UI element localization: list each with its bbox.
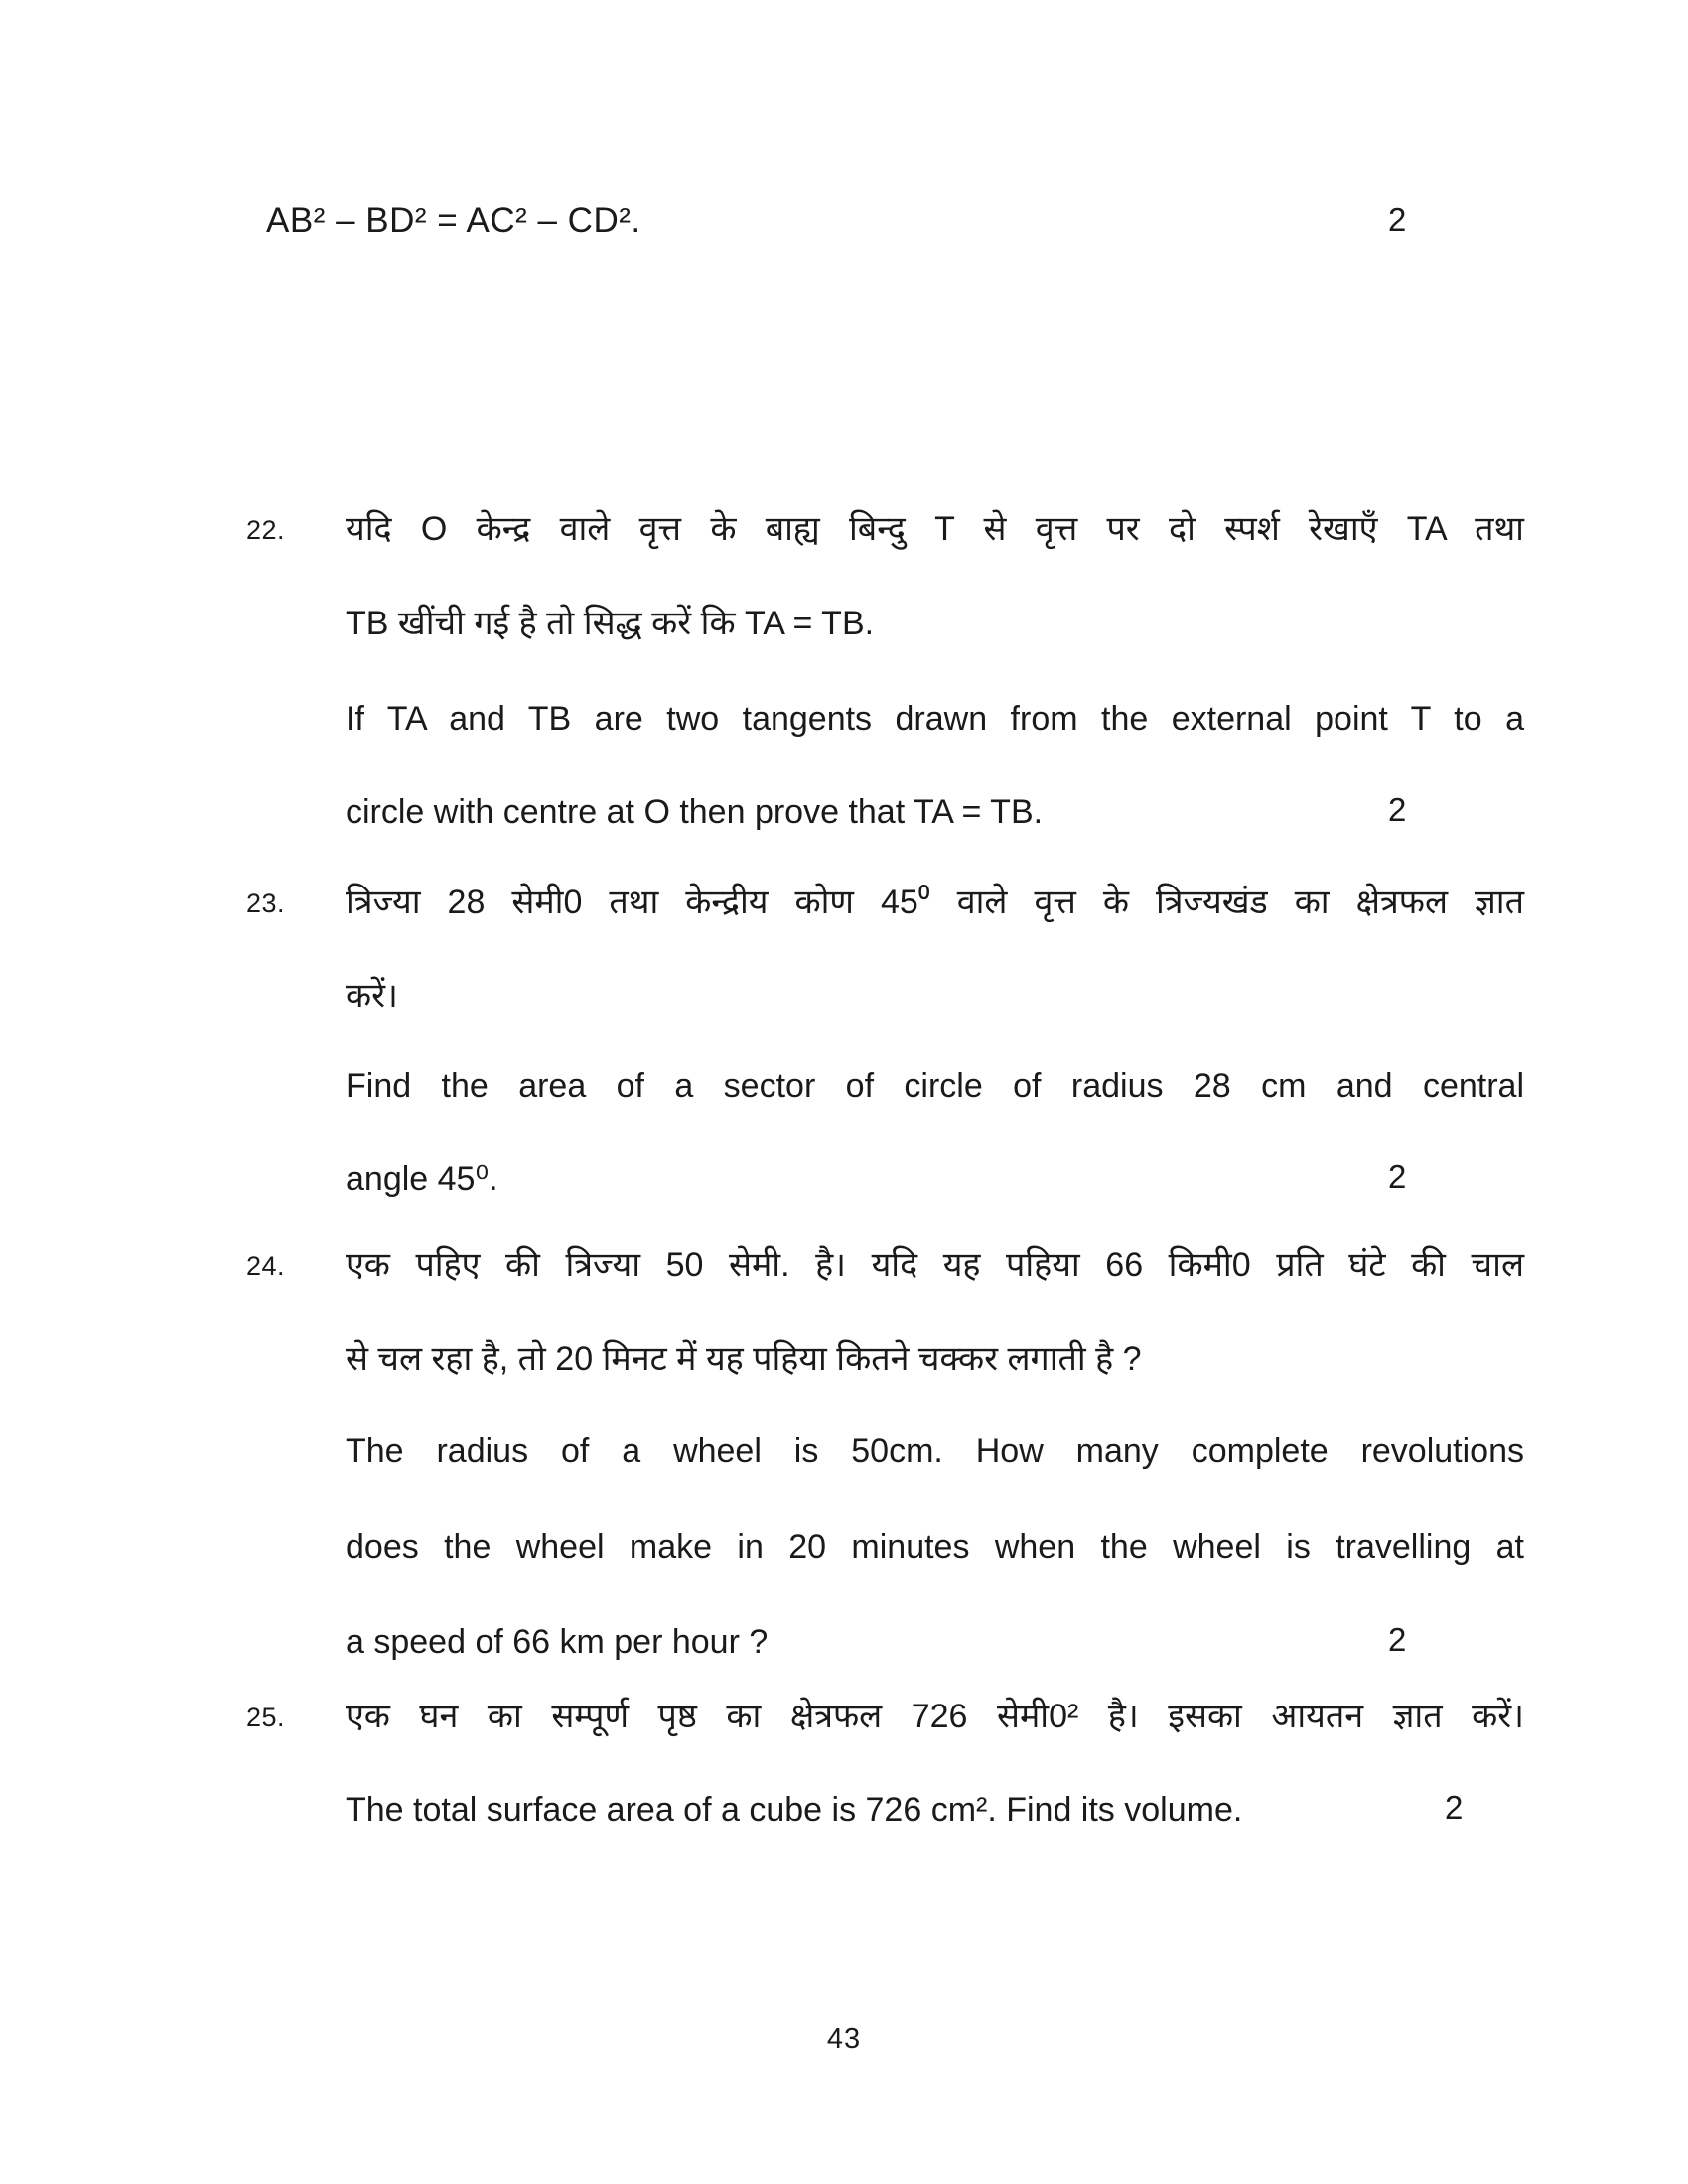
question-23-english-line-2 — [0, 1159, 1688, 1222]
question-22-hindi-line-2 — [0, 603, 1688, 666]
question-text-line: करें। — [346, 977, 398, 1015]
question-text-line: यदि O केन्द्र वाले वृत्त के बाह्य बिन्दु T से वृत्त पर दो स्पर्श रेखाएँ TA तथा — [346, 510, 1524, 548]
question-text-line: does the wheel make in 20 minutes when the wheel is travelling at — [346, 1528, 1524, 1566]
question-22-english-line-1 — [0, 698, 1688, 761]
question-24-english-line-1 — [0, 1431, 1688, 1494]
marks-value: 2 — [1445, 1789, 1464, 1826]
marks-value: 2 — [1388, 1621, 1407, 1658]
question-23-hindi-line-1 — [0, 882, 1688, 945]
question-text-line: TB खींची गई है तो सिद्ध करें कि TA = TB. — [346, 605, 875, 642]
question-22-hindi-line-1 — [0, 508, 1688, 572]
question-text-line: The radius of a wheel is 50cm. How many complete revolutions — [346, 1433, 1524, 1470]
question-text-line: Find the area of a sector of circle of radius 28 cm and central — [346, 1067, 1524, 1105]
question-text-line: If TA and TB are two tangents drawn from the external point T to a — [346, 700, 1524, 738]
question-24-hindi-line-2 — [0, 1338, 1688, 1402]
question-text-line: angle 45⁰. — [346, 1160, 498, 1198]
page-number: 43 — [826, 2023, 862, 2055]
question-text-line: The total surface area of a cube is 726 cm². Find its volume. — [346, 1791, 1243, 1829]
question-24-english-line-2 — [0, 1526, 1688, 1589]
question-text-line: circle with centre at O then prove that TA = TB. — [346, 793, 1044, 831]
marks-value: 2 — [1388, 791, 1407, 828]
question-25-english-line-1 — [0, 1789, 1688, 1852]
question-23-hindi-line-2 — [0, 975, 1688, 1038]
marks-value: 2 — [1388, 1159, 1407, 1195]
question-22-english-line-2 — [0, 791, 1688, 855]
question-text-line: a speed of 66 km per hour ? — [346, 1623, 769, 1661]
formula-text: AB² – BD² = AC² – CD². — [266, 202, 641, 240]
question-25-hindi-line-1 — [0, 1696, 1688, 1759]
question-24-english-line-3 — [0, 1621, 1688, 1685]
question-23-english-line-1 — [0, 1065, 1688, 1129]
question-text-line: एक पहिए की त्रिज्या 50 सेमी. है। यदि यह पहिया 66 किमी0 प्रति घंटे की चाल — [346, 1246, 1524, 1284]
question-text-line: त्रिज्या 28 सेमी0 तथा केन्द्रीय कोण 45⁰ वाले वृत्त के त्रिज्यखंड का क्षेत्रफल ज्ञात — [346, 884, 1524, 921]
question-text-line: से चल रहा है, तो 20 मिनट में यह पहिया कितने चक्कर लगाती है ? — [346, 1340, 1142, 1378]
question-text-line: एक घन का सम्पूर्ण पृष्ठ का क्षेत्रफल 726 सेमी0² है। इसका आयतन ज्ञात करें। — [346, 1698, 1524, 1735]
question-number: 22. — [246, 515, 286, 545]
question-number: 25. — [246, 1703, 286, 1732]
marks-value: 2 — [1388, 202, 1407, 238]
question-24-hindi-line-1 — [0, 1244, 1688, 1307]
formula-row — [0, 202, 1688, 265]
question-number: 24. — [246, 1251, 286, 1281]
question-number: 23. — [246, 888, 286, 918]
